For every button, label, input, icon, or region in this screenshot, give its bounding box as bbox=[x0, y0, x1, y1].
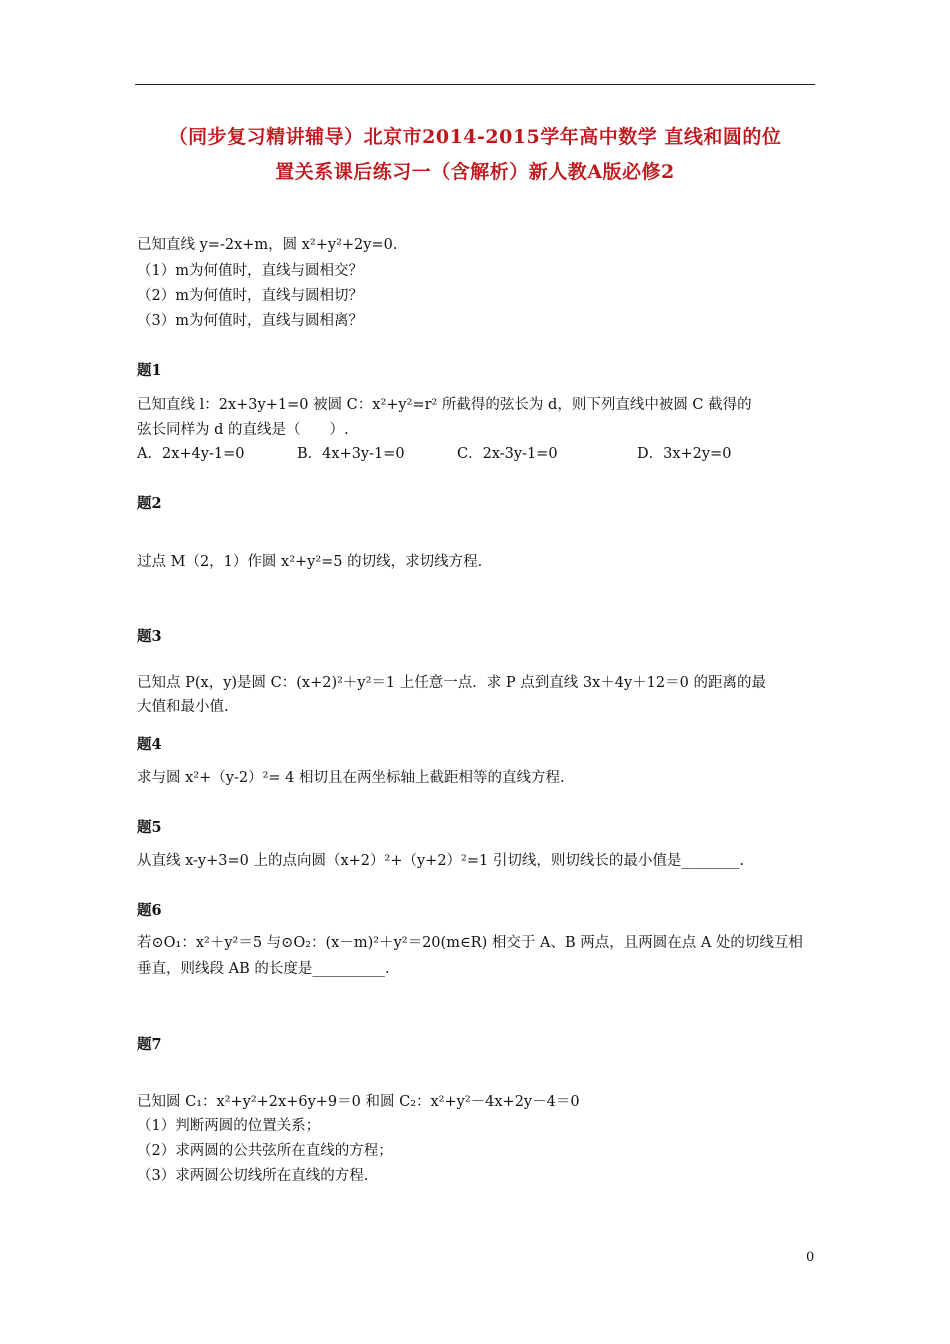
option-b: B．4x+3y-1=0 bbox=[297, 446, 405, 462]
problem-6-text-line-1: 若⊙O₁：x²＋y²＝5 与⊙O₂：(x－m)²＋y²＝20(m∈R) 相交于 A、B 两点，且两圆在点 A 处的切线互相 bbox=[137, 935, 803, 951]
document-title bbox=[120, 120, 830, 190]
page-number: 0 bbox=[806, 1250, 815, 1265]
intro-question-2: （2）m为何值时，直线与圆相切？ bbox=[137, 288, 363, 304]
problem-5-text-line-1: 从直线 x-y+3=0 上的点向圆（x+2）²+（y+2）²=1 引切线，则切线长的最小值是________. bbox=[137, 853, 744, 869]
problem-2-text-line-1: 过点 M（2，1）作圆 x²+y²=5 的切线，求切线方程. bbox=[137, 554, 483, 570]
option-a: A．2x+4y-1=0 bbox=[137, 446, 245, 462]
intro-question-1: （1）m为何值时，直线与圆相交？ bbox=[137, 263, 363, 279]
problem-7-text-line-1: 已知圆 C₁：x²+y²+2x+6y+9＝0 和圆 C₂：x²+y²－4x+2y－4＝0 bbox=[137, 1094, 580, 1110]
problem-7-text-line-4: （3）求两圆公切线所在直线的方程. bbox=[137, 1168, 369, 1184]
problem-5-heading: 题5 bbox=[137, 819, 162, 836]
problem-1-text-line-1: 已知直线 l：2x+3y+1=0 被圆 C：x²+y²=r² 所截得的弦长为 d，则下列直线中被圆 C 截得的 bbox=[137, 397, 752, 413]
problem-3-text-line-2: 大值和最小值. bbox=[137, 699, 229, 715]
problem-7-text-line-3: （2）求两圆的公共弦所在直线的方程； bbox=[137, 1143, 393, 1159]
intro-stem: 已知直线 y=-2x+m，圆 x²+y²+2y=0. bbox=[137, 237, 398, 253]
intro-question-3: （3）m为何值时，直线与圆相离？ bbox=[137, 313, 363, 329]
problem-3-heading: 题3 bbox=[137, 628, 162, 645]
problem-1-text-line-2: 弦长同样为 d 的直线是（ ）. bbox=[137, 422, 349, 438]
header-rule bbox=[135, 84, 815, 85]
problem-6-heading: 题6 bbox=[137, 902, 162, 919]
problem-4-heading: 题4 bbox=[137, 736, 162, 753]
title-line-1: （同步复习精讲辅导）北京市2014-2015学年高中数学 直线和圆的位 bbox=[168, 126, 782, 148]
problem-7-text-line-2: （1）判断两圆的位置关系； bbox=[137, 1118, 321, 1134]
option-c: C．2x-3y-1=0 bbox=[457, 446, 558, 462]
problem-1-heading: 题1 bbox=[137, 362, 162, 379]
problem-4-text-line-1: 求与圆 x²+（y-2）²= 4 相切且在两坐标轴上截距相等的直线方程. bbox=[137, 770, 565, 786]
title-line-2: 置关系课后练习一（含解析）新人教A版必修2 bbox=[275, 161, 675, 183]
problem-6-text-line-2: 垂直，则线段 AB 的长度是__________. bbox=[137, 961, 390, 977]
problem-3-text-line-1: 已知点 P(x，y)是圆 C：(x+2)²＋y²＝1 上任意一点．求 P 点到直线 3x＋4y＋12＝0 的距离的最 bbox=[137, 675, 766, 691]
option-d: D．3x+2y=0 bbox=[637, 446, 732, 462]
problem-2-heading: 题2 bbox=[137, 495, 162, 512]
problem-7-heading: 题7 bbox=[137, 1036, 162, 1053]
